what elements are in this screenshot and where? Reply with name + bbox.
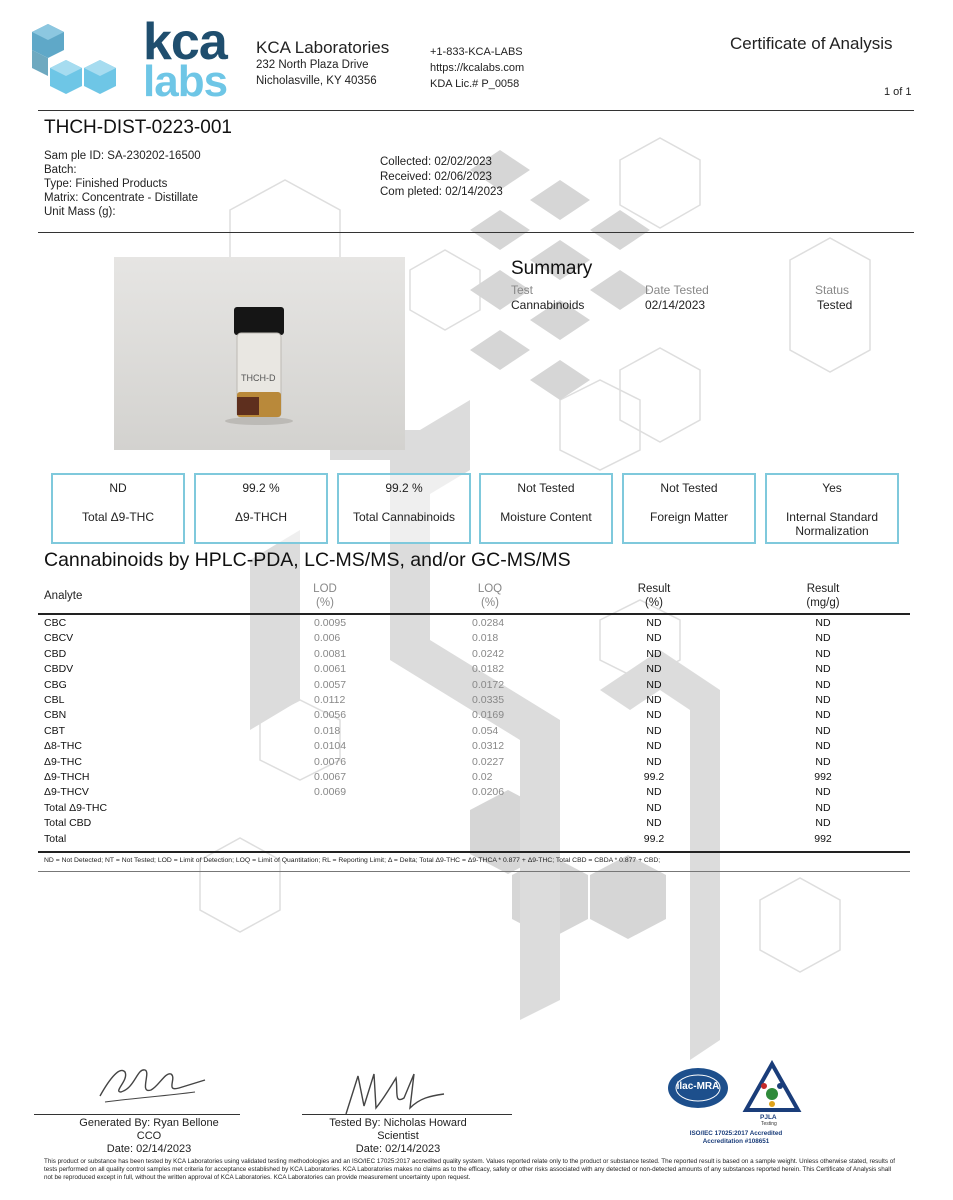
legal-disclaimer: This product or substance has been tested by KCA Laboratories using validated testing methodologies and an ISO/IEC 17025:2017 accredited quality system. Values reported relate only to the product or substance tested. The reported result is based on a sample weight. Unless otherwise stated, results of tests performed on all quality control samples met criteria for acceptance established by KCA Laboratories. KCA Laboratories makes no claims as to the efficacy, safety or other risks associated with any detected or non-detected amounts of any substances reported herein. This Certificate of Analysis shall not be reproduced except in full, without the written approval of KCA Laboratories. KCA Laboratories can provide measurement uncertainty upon request.	[44, 1158, 896, 1181]
cell-analyte: CBD	[44, 647, 67, 660]
pjla-sub-text: Testing	[761, 1121, 777, 1127]
pjla-text: PJLA	[760, 1114, 777, 1121]
sample-matrix: Matrix: Concentrate - Distillate	[44, 192, 199, 204]
cell-loq: 0.0172	[472, 678, 505, 691]
summary-test: Cannabinoids	[511, 298, 585, 312]
pjla-logo-icon	[742, 1060, 802, 1114]
cell-loq: 0.0227	[472, 755, 505, 768]
cell-result-pct: ND	[646, 663, 662, 676]
cell-result-mg: ND	[815, 755, 831, 768]
cell-result-mg: ND	[815, 709, 831, 722]
lab-address-line2: Nicholasville, KY 40356	[256, 75, 377, 87]
cell-result-pct: ND	[646, 632, 662, 645]
card-total-cannabinoids	[337, 473, 471, 544]
sample-id: Sam ple ID: SA-230202-16500	[44, 150, 201, 162]
lab-phone: +1-833-KCA-LABS	[430, 46, 523, 58]
cell-lod: 0.0112	[314, 694, 346, 706]
cell-lod: 0.0069	[314, 786, 347, 799]
cell-result-mg: 992	[814, 771, 832, 783]
cell-result-pct: ND	[646, 755, 662, 768]
table-row	[44, 662, 910, 677]
footnote-divider	[38, 871, 910, 872]
table-row	[44, 739, 910, 754]
cell-analyte: CBL	[44, 694, 65, 706]
th-lod-unit: (%)	[316, 597, 334, 609]
cell-result-mg: ND	[815, 786, 831, 799]
table-footer-divider	[38, 851, 910, 853]
table-row	[44, 678, 910, 693]
table-row	[44, 724, 910, 739]
cell-loq: 0.0182	[472, 663, 505, 676]
ilac-mra-logo-icon	[666, 1066, 730, 1110]
cell-loq: 0.018	[472, 632, 499, 645]
card-label: Foreign Matter	[649, 510, 729, 524]
summary-head-date: Date Tested	[645, 283, 709, 297]
th-result-pct: Result	[637, 583, 671, 595]
page-indicator: 1 of 1	[884, 86, 912, 98]
logo-word-labs: labs	[143, 57, 228, 106]
ilac-text: ilac-MRA	[676, 1081, 720, 1092]
summary-title: Summary	[511, 258, 593, 279]
cell-loq: 0.054	[472, 724, 499, 737]
cell-loq: 0.02	[472, 771, 493, 783]
cell-loq: 0.0169	[472, 709, 505, 722]
cell-lod: 0.0056	[314, 709, 347, 722]
cell-result-pct: 99.2	[643, 771, 665, 783]
lab-name: KCA Laboratories	[256, 38, 390, 57]
cell-result-pct: ND	[646, 786, 662, 799]
cell-analyte: Total	[44, 832, 67, 845]
cell-analyte: Δ8-THC	[44, 740, 82, 753]
th-lod: LOD	[313, 583, 337, 595]
tested-role: Scientist	[377, 1130, 419, 1142]
summary-status: Tested	[817, 298, 853, 312]
sample-divider	[38, 232, 914, 233]
card-value: Not Tested	[517, 481, 575, 495]
card-label: Total Δ9-THC	[81, 510, 155, 524]
cell-result-mg: 992	[814, 832, 832, 845]
cell-analyte: CBG	[44, 678, 67, 691]
cell-analyte: CBCV	[44, 632, 74, 645]
cell-loq: 0.0312	[472, 740, 505, 753]
summary-date: 02/14/2023	[645, 298, 706, 312]
card-label: Moisture Content	[500, 510, 592, 524]
cell-result-pct: ND	[646, 694, 662, 706]
table-row	[44, 785, 910, 800]
lab-address-line1: 232 North Plaza Drive	[256, 59, 369, 71]
cell-result-mg: ND	[815, 740, 831, 753]
date-collected: Collected: 02/02/2023	[380, 156, 492, 168]
generated-role: CCO	[136, 1130, 162, 1142]
signature-line-tested	[302, 1114, 512, 1115]
cell-result-pct: ND	[646, 740, 662, 753]
cell-analyte: Δ9-THCH	[44, 771, 90, 783]
cell-analyte: CBC	[44, 617, 67, 629]
cell-lod: 0.0104	[314, 740, 347, 753]
table-header-divider	[38, 613, 910, 615]
cell-lod: 0.0081	[314, 647, 347, 660]
table-row	[44, 647, 910, 662]
cell-analyte: CBN	[44, 709, 67, 722]
vial-icon	[114, 257, 405, 450]
tested-by: Tested By: Nicholas Howard	[329, 1117, 467, 1129]
iso-accredited: ISO/IEC 17025:2017 Accredited	[689, 1130, 783, 1137]
cell-result-mg: ND	[815, 694, 831, 706]
kca-cubes-logo-icon	[30, 22, 130, 102]
card-label: Internal Standard Normalization	[785, 510, 879, 538]
table-row	[44, 770, 910, 785]
signature-nicholas-howard-icon	[340, 1068, 450, 1118]
cell-lod: 0.0095	[314, 617, 347, 629]
cell-result-mg: ND	[815, 663, 831, 676]
table-row	[44, 616, 910, 631]
lab-website: https://kcalabs.com	[430, 62, 525, 74]
cell-loq: 0.0206	[472, 786, 505, 799]
th-analyte: Analyte	[44, 590, 83, 602]
table-row	[44, 832, 910, 847]
card-value: 99.2 %	[242, 481, 280, 495]
cell-analyte: Total Δ9-THC	[44, 801, 108, 814]
cell-result-pct: ND	[646, 801, 662, 814]
generated-date: Date: 02/14/2023	[106, 1143, 192, 1155]
sample-batch: Batch:	[44, 164, 77, 176]
card-value: Yes	[822, 481, 842, 495]
generated-by: Generated By: Ryan Bellone	[79, 1117, 219, 1129]
table-row	[44, 816, 910, 831]
cell-result-mg: ND	[815, 817, 831, 830]
accreditation-number: Accreditation #108651	[702, 1138, 770, 1145]
table-row	[44, 708, 910, 723]
th-result-pct-unit: (%)	[645, 597, 663, 609]
card-foreign-matter	[622, 473, 756, 544]
cell-analyte: Δ9-THCV	[44, 786, 89, 799]
cell-lod: 0.0061	[314, 663, 347, 676]
cell-analyte: CBDV	[44, 663, 74, 676]
card-value: Not Tested	[660, 481, 718, 495]
card-moisture-content	[479, 473, 613, 544]
table-footnote: ND = Not Detected; NT = Not Tested; LOD = Limit of Detection; LOQ = Limit of Quantitation; RL = Reporting Limit; Δ = Delta; Total Δ9-THC = Δ9-THCA * 0.877 + Δ9-THC; Total CBD = CBDA * 0.877 + CBD;	[44, 857, 661, 864]
th-loq: LOQ	[477, 583, 503, 595]
card-label: Total Cannabinoids	[352, 510, 456, 524]
cell-result-mg: ND	[815, 801, 831, 814]
cell-lod: 0.006	[314, 632, 341, 645]
card-value: ND	[109, 481, 127, 495]
date-completed: Com pleted: 02/14/2023	[380, 186, 503, 198]
table-row	[44, 631, 910, 646]
cell-result-pct: 99.2	[643, 832, 665, 845]
th-result-mg-unit: (mg/g)	[806, 597, 840, 609]
tested-date: Date: 02/14/2023	[355, 1143, 441, 1155]
table-row	[44, 755, 910, 770]
cell-lod: 0.0076	[314, 755, 347, 768]
cell-result-pct: ND	[646, 617, 662, 629]
cell-result-pct: ND	[646, 817, 662, 830]
cell-loq: 0.0335	[472, 694, 505, 706]
document-title: Certificate of Analysis	[730, 34, 893, 53]
cell-analyte: Δ9-THC	[44, 755, 82, 768]
cell-analyte: CBT	[44, 724, 65, 737]
cell-result-pct: ND	[646, 724, 662, 737]
date-received: Received: 02/06/2023	[380, 171, 492, 183]
cell-lod: 0.0057	[314, 678, 347, 691]
card-internal-standard	[765, 473, 899, 544]
table-row	[44, 801, 910, 816]
lab-license: KDA Lic.# P_0058	[430, 78, 520, 90]
th-loq-unit: (%)	[481, 597, 499, 609]
cannabinoids-section-title: Cannabinoids by HPLC-PDA, LC-MS/MS, and/or GC-MS/MS	[44, 549, 571, 571]
cell-loq: 0.0242	[472, 647, 505, 660]
sample-unit-mass: Unit Mass (g):	[44, 206, 116, 218]
table-row	[44, 693, 910, 708]
product-photo	[114, 257, 405, 450]
cell-result-pct: ND	[646, 678, 662, 691]
logo-word-kca: kca	[143, 13, 227, 71]
cell-result-pct: ND	[646, 709, 662, 722]
cell-analyte: Total CBD	[44, 817, 92, 830]
cell-result-mg: ND	[815, 632, 831, 645]
sample-type: Type: Finished Products	[44, 178, 168, 190]
vial-label: THCH-D	[241, 373, 276, 383]
header-divider	[38, 110, 914, 111]
cell-lod: 0.018	[314, 724, 341, 737]
summary-head-status: Status	[815, 283, 850, 297]
cell-result-mg: ND	[815, 724, 831, 737]
th-result-mg: Result	[806, 583, 840, 595]
summary-head-test: Test	[511, 283, 534, 297]
cell-result-mg: ND	[815, 647, 831, 660]
card-d9-thch	[194, 473, 328, 544]
cell-result-mg: ND	[815, 678, 831, 691]
card-value: 99.2 %	[385, 481, 423, 495]
signature-ryan-bellone-icon	[95, 1058, 215, 1108]
signature-line-generated	[34, 1114, 240, 1115]
cell-loq: 0.0284	[472, 617, 505, 629]
cell-result-mg: ND	[815, 617, 831, 629]
cell-result-pct: ND	[646, 647, 662, 660]
card-total-d9-thc	[51, 473, 185, 544]
card-label: Δ9-THCH	[234, 510, 287, 524]
sample-code: THCH-DIST-0223-001	[44, 117, 232, 138]
cell-lod: 0.0067	[314, 771, 347, 783]
